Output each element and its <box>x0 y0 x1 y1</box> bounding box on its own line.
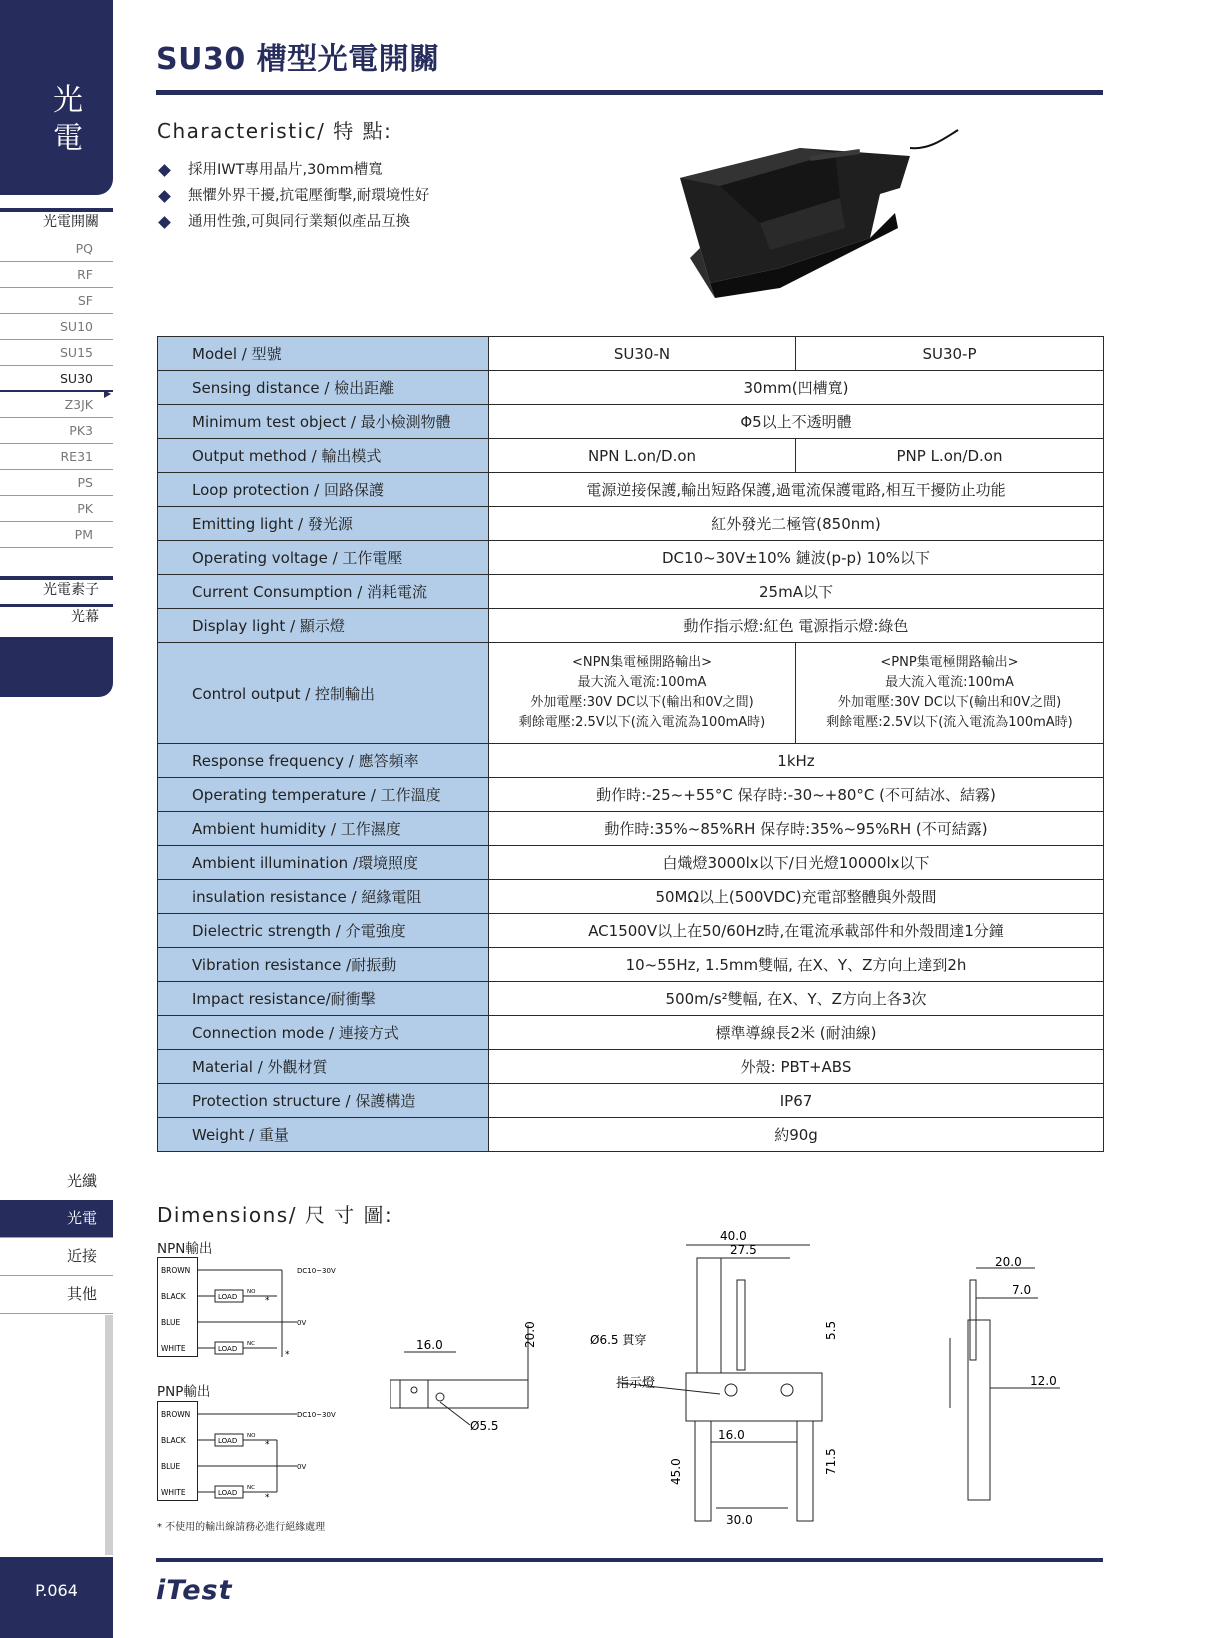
dimensions-heading: Dimensions/ 尺 寸 圖: <box>157 1203 394 1227</box>
spec-value: IP67 <box>489 1084 1104 1118</box>
svg-text:NO: NO <box>247 1433 256 1439</box>
table-row <box>158 1050 1104 1084</box>
spec-value: 約90g <box>489 1118 1104 1152</box>
sidebar-item-rf[interactable]: RF <box>0 262 113 288</box>
spec-value-npn: <NPN集電極開路輸出> 最大流入電流:100mA 外加電壓:30V DC以下(輸出和0V之間) 剩餘電壓:2.5V以下(流入電流為100mA時) <box>489 643 796 744</box>
svg-text:BLUE: BLUE <box>161 1318 181 1327</box>
svg-text:BLACK: BLACK <box>161 1292 186 1301</box>
svg-text:LOAD: LOAD <box>218 1345 238 1353</box>
table-row <box>158 812 1104 846</box>
spec-value: SU30-P <box>796 337 1104 371</box>
sidebar-category-light-curtain[interactable]: 光幕 <box>0 604 113 631</box>
spec-value: AC1500V以上在50/60Hz時,在電流承載部件和外殼間達1分鐘 <box>489 914 1104 948</box>
svg-text:*: * <box>285 1350 290 1357</box>
svg-text:27.5: 27.5 <box>730 1243 757 1257</box>
svg-text:LOAD: LOAD <box>218 1293 238 1301</box>
spec-value: DC10~30V±10% 鏈波(p-p) 10%以下 <box>489 541 1104 575</box>
page-number: P.064 <box>0 1557 113 1638</box>
spec-label: Output method / 輸出模式 <box>158 439 489 473</box>
spec-value: 1kHz <box>489 744 1104 778</box>
svg-text:5.5: 5.5 <box>824 1320 838 1340</box>
table-row <box>158 880 1104 914</box>
product-image <box>660 128 960 303</box>
table-row <box>158 982 1104 1016</box>
svg-text:BLUE: BLUE <box>161 1462 181 1471</box>
brand-logo: iTest <box>156 1575 233 1606</box>
feature-item: 無懼外界干擾,抗電壓衝擊,耐環境性好 <box>160 183 429 209</box>
svg-text:*: * <box>265 1440 270 1450</box>
table-row <box>158 846 1104 880</box>
spec-value: 10~55Hz, 1.5mm雙幅, 在X、Y、Z方向上達到2h <box>489 948 1104 982</box>
sidebar-nav-photoelectric[interactable]: 光電 <box>0 1200 113 1238</box>
svg-text:Ø5.5: Ø5.5 <box>470 1419 499 1433</box>
page-title: SU30 槽型光電開關 <box>156 42 440 77</box>
spec-label: Control output / 控制輸出 <box>158 643 489 744</box>
svg-text:BLACK: BLACK <box>161 1436 186 1445</box>
title-divider <box>156 90 1103 95</box>
svg-text:LOAD: LOAD <box>218 1437 238 1445</box>
svg-text:71.5: 71.5 <box>824 1448 838 1475</box>
svg-text:WHITE: WHITE <box>161 1488 186 1497</box>
svg-text:0V: 0V <box>297 1463 307 1471</box>
npn-wiring-label: NPN輸出 <box>157 1241 213 1257</box>
sidebar-section-title: 光電 <box>53 83 83 156</box>
table-row <box>158 541 1104 575</box>
spec-label: Material / 外觀材質 <box>158 1050 489 1084</box>
sidebar-item-su30[interactable]: SU30 <box>0 366 113 392</box>
table-row <box>158 948 1104 982</box>
spec-value: 標準導線長2米 (耐油線) <box>489 1016 1104 1050</box>
spec-value: 50MΩ以上(500VDC)充電部整體與外殼間 <box>489 880 1104 914</box>
spec-label: Loop protection / 回路保護 <box>158 473 489 507</box>
sidebar-category-photoelectric-switch[interactable]: 光電開關 <box>0 208 113 235</box>
table-row <box>158 1084 1104 1118</box>
spec-label: Connection mode / 連接方式 <box>158 1016 489 1050</box>
svg-text:45.0: 45.0 <box>669 1458 683 1485</box>
svg-text:WHITE: WHITE <box>161 1344 186 1353</box>
svg-text:*: * <box>265 1296 270 1306</box>
table-row <box>158 914 1104 948</box>
spec-value: Φ5以上不透明體 <box>489 405 1104 439</box>
sidebar-nav-other[interactable]: 其他 <box>0 1276 113 1314</box>
spec-table <box>157 336 1104 1152</box>
svg-text:NC: NC <box>247 1341 255 1347</box>
wiring-footnote: * 不使用的輸出線請務必進行絕緣處理 <box>157 1522 326 1533</box>
diamond-bullet-icon <box>158 164 171 177</box>
svg-text:NC: NC <box>247 1485 255 1491</box>
spec-value: 電源逆接保護,輸出短路保護,過電流保護電路,相互干擾防止功能 <box>489 473 1104 507</box>
pnp-wiring-diagram <box>157 1401 367 1501</box>
table-row <box>158 575 1104 609</box>
svg-text:*: * <box>265 1493 270 1501</box>
svg-text:BROWN: BROWN <box>161 1266 191 1275</box>
table-row <box>158 643 1104 744</box>
spec-label: insulation resistance / 絕緣電阻 <box>158 880 489 914</box>
spec-value: NPN L.on/D.on <box>489 439 796 473</box>
side-view-drawing <box>390 1325 528 1425</box>
table-row <box>158 473 1104 507</box>
spec-label: Ambient humidity / 工作濕度 <box>158 812 489 846</box>
svg-text:16.0: 16.0 <box>416 1338 443 1352</box>
spec-label: Emitting light / 發光源 <box>158 507 489 541</box>
sidebar-item-su15[interactable]: SU15 <box>0 340 113 366</box>
characteristic-heading: Characteristic/ 特 點: <box>157 119 393 143</box>
table-row <box>158 337 1104 371</box>
spec-value: PNP L.on/D.on <box>796 439 1104 473</box>
table-row <box>158 439 1104 473</box>
svg-text:16.0: 16.0 <box>718 1428 745 1442</box>
svg-text:7.0: 7.0 <box>1012 1283 1032 1297</box>
sidebar-item-sf[interactable]: SF <box>0 288 113 314</box>
sidebar-item-re31[interactable]: RE31 <box>0 444 113 470</box>
svg-text:DC10~30V: DC10~30V <box>297 1411 336 1419</box>
sidebar-decor-block <box>0 637 113 697</box>
sidebar-nav-proximity[interactable]: 近接 <box>0 1238 113 1276</box>
spec-label: Dielectric strength / 介電強度 <box>158 914 489 948</box>
npn-wiring-diagram <box>157 1257 367 1357</box>
svg-text:DC10~30V: DC10~30V <box>297 1267 336 1275</box>
svg-text:Ø6.5 貫穿: Ø6.5 貫穿 <box>590 1333 647 1347</box>
spec-label: Current Consumption / 消耗電流 <box>158 575 489 609</box>
table-row <box>158 778 1104 812</box>
table-row <box>158 1016 1104 1050</box>
spec-label: Minimum test object / 最小檢測物體 <box>158 405 489 439</box>
svg-text:12.0: 12.0 <box>1030 1374 1057 1388</box>
spec-label: Protection structure / 保護構造 <box>158 1084 489 1118</box>
table-row <box>158 744 1104 778</box>
svg-text:LOAD: LOAD <box>218 1489 238 1497</box>
sidebar-item-z3jk[interactable]: Z3JK <box>0 392 113 418</box>
svg-text:BROWN: BROWN <box>161 1410 191 1419</box>
spec-value: 500m/s²雙幅, 在X、Y、Z方向上各3次 <box>489 982 1104 1016</box>
spec-value: 30mm(凹槽寬) <box>489 371 1104 405</box>
spec-label: Sensing distance / 檢出距離 <box>158 371 489 405</box>
spec-value: 動作指示燈:紅色 電源指示燈:綠色 <box>489 609 1104 643</box>
sidebar-category-photo-elements[interactable]: 光電素子 <box>0 576 113 603</box>
feature-item: 通用性強,可與同行業類似產品互換 <box>160 209 429 235</box>
table-row <box>158 405 1104 439</box>
sidebar-item-pq[interactable]: PQ <box>0 236 113 262</box>
svg-text:NO: NO <box>247 1289 256 1295</box>
svg-text:20.0: 20.0 <box>523 1321 537 1348</box>
spec-value: 25mA以下 <box>489 575 1104 609</box>
sidebar-item-pk3[interactable]: PK3 <box>0 418 113 444</box>
spec-label: Weight / 重量 <box>158 1118 489 1152</box>
sidebar-item-pm[interactable]: PM <box>0 522 113 548</box>
spec-label: Operating voltage / 工作電壓 <box>158 541 489 575</box>
spec-label: Operating temperature / 工作溫度 <box>158 778 489 812</box>
table-row <box>158 507 1104 541</box>
diamond-bullet-icon <box>158 216 171 229</box>
svg-text:20.0: 20.0 <box>995 1255 1022 1269</box>
svg-text:指示燈: 指示燈 <box>616 1376 656 1391</box>
sidebar-item-su10[interactable]: SU10 <box>0 314 113 340</box>
spec-value: SU30-N <box>489 337 796 371</box>
svg-text:30.0: 30.0 <box>726 1513 753 1527</box>
spec-value: 動作時:35%~85%RH 保存時:35%~95%RH (不可結露) <box>489 812 1104 846</box>
spec-label: Impact resistance/耐衝擊 <box>158 982 489 1016</box>
pnp-wiring-label: PNP輸出 <box>157 1384 211 1400</box>
footer-divider <box>156 1558 1103 1562</box>
sidebar-item-pk[interactable]: PK <box>0 496 113 522</box>
diamond-bullet-icon <box>158 190 171 203</box>
sidebar-item-ps[interactable]: PS <box>0 470 113 496</box>
spec-value: 紅外發光二極管(850nm) <box>489 507 1104 541</box>
feature-list <box>160 157 429 235</box>
svg-text:0V: 0V <box>297 1319 307 1327</box>
sidebar-header <box>0 0 113 195</box>
spec-value: 白熾燈3000lx以下/日光燈10000lx以下 <box>489 846 1104 880</box>
table-row <box>158 609 1104 643</box>
feature-item: 採用IWT專用晶片,30mm槽寬 <box>160 157 429 183</box>
spec-value: 動作時:-25~+55°C 保存時:-30~+80°C (不可結冰、結霧) <box>489 778 1104 812</box>
table-row <box>158 1118 1104 1152</box>
spec-label: Vibration resistance /耐振動 <box>158 948 489 982</box>
spec-value: 外殼: PBT+ABS <box>489 1050 1104 1084</box>
spec-label: Ambient illumination /環境照度 <box>158 846 489 880</box>
spec-label: Response frequency / 應答頻率 <box>158 744 489 778</box>
sidebar-strip <box>105 1315 113 1555</box>
spec-value-pnp: <PNP集電極開路輸出> 最大流入電流:100mA 外加電壓:30V DC以下(輸出和0V之間) 剩餘電壓:2.5V以下(流入電流為100mA時) <box>796 643 1104 744</box>
table-row <box>158 371 1104 405</box>
dimension-drawings <box>390 1230 1100 1530</box>
sidebar-nav-fiber[interactable]: 光纖 <box>0 1163 113 1201</box>
spec-label: Model / 型號 <box>158 337 489 371</box>
svg-text:40.0: 40.0 <box>720 1230 747 1243</box>
spec-label: Display light / 顯示燈 <box>158 609 489 643</box>
